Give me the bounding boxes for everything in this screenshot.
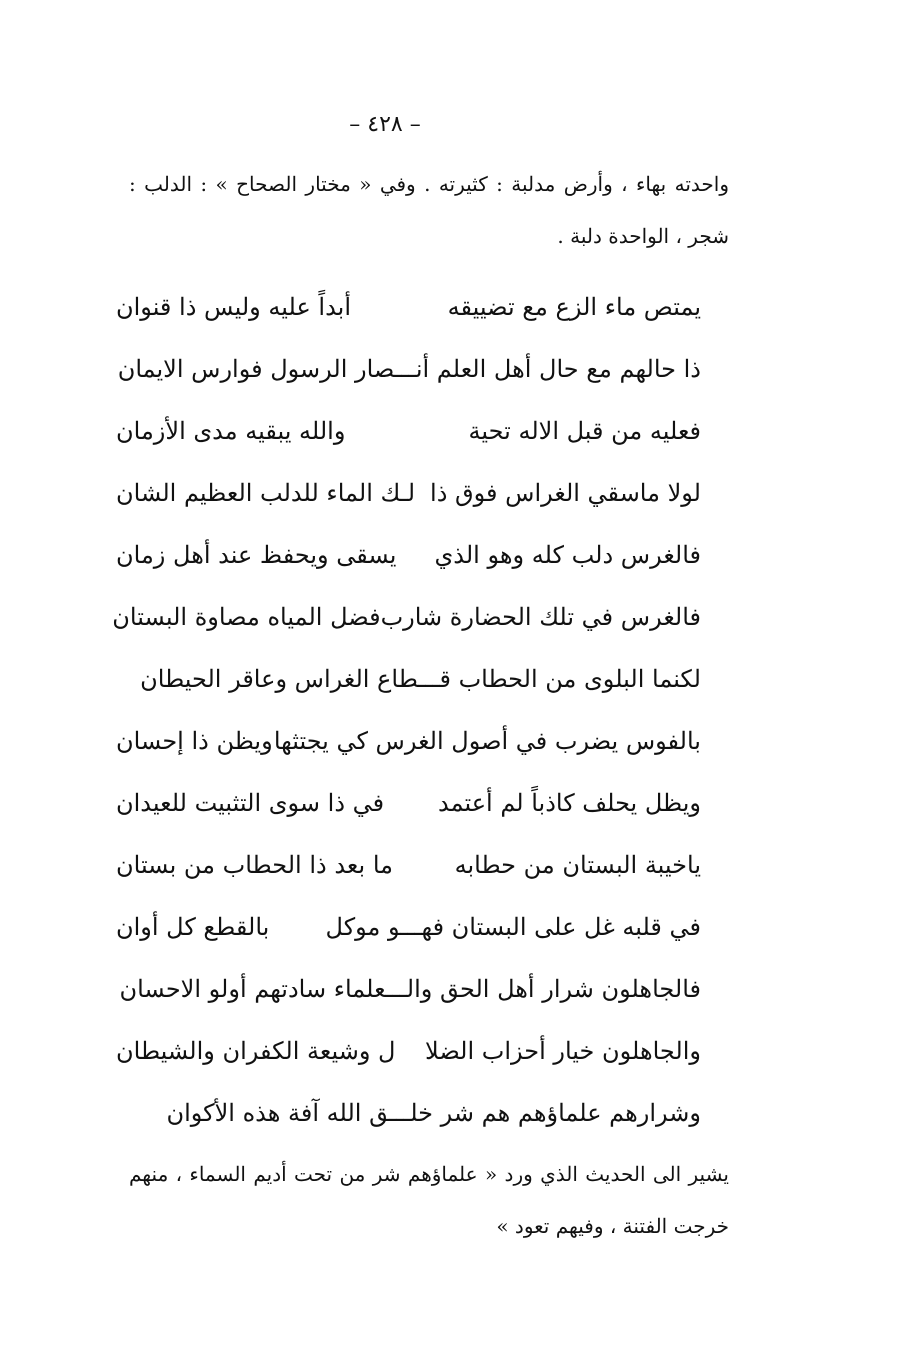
verse-line (116, 772, 701, 834)
verse-first-hemistich: فالغرس في تلك الحضارة شارب (380, 603, 701, 631)
verse-line (116, 958, 701, 1020)
verse-first-hemistich: لكنما البلوى من الحطاب قـــطاع الغراس وعاقر الحيطان (140, 665, 701, 693)
verse-first-hemistich: لولا ماسقي الغراس فوق ذا (430, 479, 701, 507)
verse-line (116, 648, 701, 710)
verse-first-hemistich: فالجاهلون شرار أهل الحق والـــعلماء سادتهم أولو الاحسان (119, 975, 701, 1003)
verse-second-hemistich: ل وشيعة الكفران والشيطان (116, 1037, 396, 1065)
verse-second-hemistich: ويظن ذا إحسان (116, 727, 273, 755)
page-number: – ٤٢٨ – (349, 112, 421, 137)
verse-second-hemistich: يسقى ويحفظ عند أهل زمان (116, 541, 397, 569)
verse-line (116, 462, 701, 524)
verse-first-hemistich: وشرارهم علماؤهم هم شر خلـــق الله آفة هذه الأكوان (166, 1099, 701, 1127)
verse-line (116, 400, 701, 462)
verse-first-hemistich: فالغرس دلب كله وهو الذي (434, 541, 701, 569)
poem-verses (112, 276, 701, 1144)
verse-line (116, 276, 701, 338)
verse-line (116, 710, 701, 772)
verse-first-hemistich: ذا حالهم مع حال أهل العلم أنـــصار الرسول فوارس الايمان (117, 355, 701, 383)
verse-first-hemistich: فعليه من قبل الاله تحية (468, 417, 701, 445)
verse-first-hemistich: في قلبه غل على البستان فهـــو موكل (325, 913, 701, 941)
verse-first-hemistich: ياخيبة البستان من حطابه (454, 851, 701, 879)
top-footnote-continuation: واحدته بهاء ، وأرض مدلبة : كثيرته . وفي « مختار الصحاح » : الدلب : شجر ، الواحدة دلبة . (129, 172, 729, 248)
verse-second-hemistich: بالقطع كل أوان (116, 913, 270, 941)
verse-first-hemistich: والجاهلون خيار أحزاب الضلا (425, 1037, 701, 1065)
verse-second-hemistich: والله يبقيه مدى الأزمان (116, 417, 346, 445)
verse-line (116, 338, 701, 400)
verse-line (116, 1020, 701, 1082)
verse-line (116, 896, 701, 958)
verse-second-hemistich: فضل المياه مصاوة البستان (112, 603, 381, 631)
verse-first-hemistich: ويظل يحلف كاذباً لم أعتمد (437, 789, 701, 817)
verse-line (116, 834, 701, 896)
verse-second-hemistich: أبداً عليه وليس ذا قنوان (116, 293, 352, 321)
bottom-footnote: يشير الى الحديث الذي ورد « علماؤهم شر من تحت أديم السماء ، منهم خرجت الفتنة ، وفيهم تعود » (129, 1162, 729, 1238)
verse-line (116, 1082, 701, 1144)
verse-first-hemistich: بالفوس يضرب في أصول الغرس كي يجتثها (273, 727, 701, 755)
verse-line (116, 524, 701, 586)
verse-second-hemistich: في ذا سوى التثبيت للعيدان (116, 789, 385, 817)
verse-line (112, 586, 701, 648)
verse-second-hemistich: لـك الماء للدلب العظيم الشان (116, 479, 416, 507)
verse-first-hemistich: يمتص ماء الزع مع تضييقه (447, 293, 701, 321)
verse-second-hemistich: ما بعد ذا الحطاب من بستان (116, 851, 393, 879)
